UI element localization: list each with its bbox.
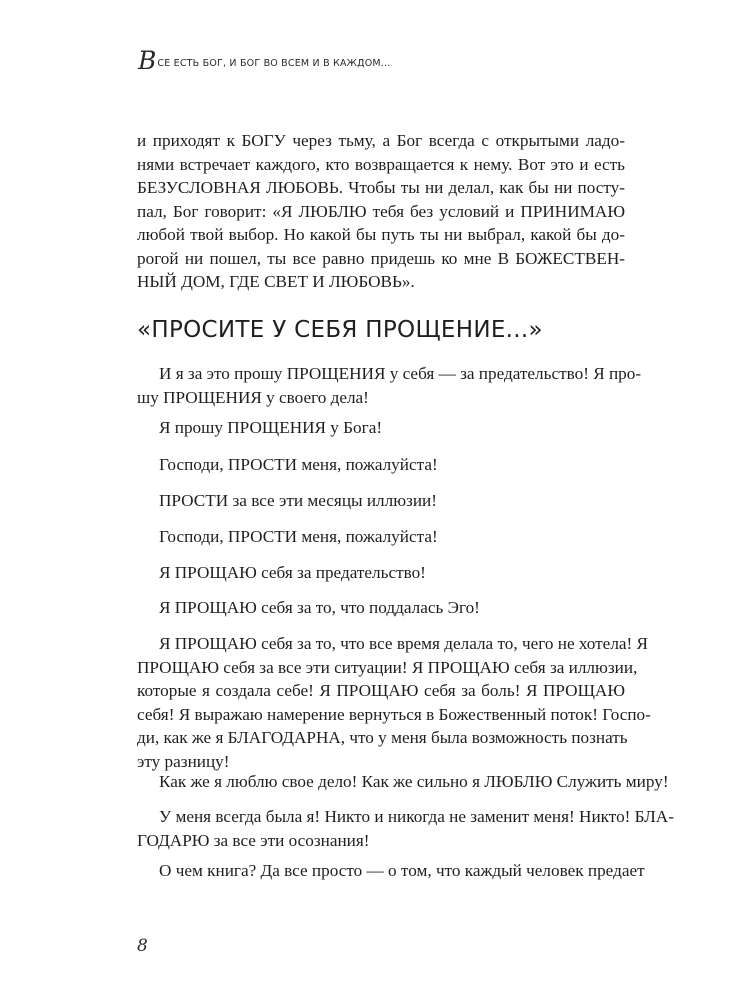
text-line: шу ПРОЩЕНИЯ у своего дела! [137, 387, 369, 407]
page-number: 8 [137, 936, 148, 956]
text-line: У меня всегда была я! Никто и никогда не заменит меня! Никто! БЛА- [159, 807, 674, 826]
text-line: эту разницу! [137, 751, 230, 771]
paragraph [137, 362, 642, 409]
text-line: пал, Бог говорит: «Я ЛЮБЛЮ тебя без условий и ПРИНИМАЮ [137, 201, 625, 221]
paragraph [137, 596, 625, 620]
text-line: которые я создала себе! Я ПРОЩАЮ себя за боль! Я ПРОЩАЮ [137, 681, 625, 700]
text-line: О чем книга? Да все просто — о том, что каждый человек предает [159, 861, 645, 880]
top-paragraph [137, 129, 625, 294]
running-head-text: СЕ ЕСТЬ БОГ, И БОГ ВО ВСЕМ И В КАЖДОМ... [157, 58, 391, 69]
paragraph [137, 859, 645, 883]
text-line: ГОДАРЮ за все эти осознания! [137, 830, 370, 850]
text-line: Я ПРОЩАЮ себя за то, что поддалась Эго! [159, 598, 480, 617]
text-line: ди, как же я БЛАГОДАРНА, что у меня была возможность познать [137, 728, 628, 747]
running-head [138, 48, 390, 73]
paragraph [137, 770, 669, 794]
text-line: ПРОЩАЮ себя за все эти ситуации! Я ПРОЩАЮ себя за иллюзии, [137, 657, 638, 677]
text-line: нями встречает каждого, кто возвращается к нему. Вот это и есть [137, 154, 625, 174]
paragraph [137, 632, 651, 773]
paragraph [137, 489, 625, 513]
text-line: Как же я люблю свое дело! Как же сильно я ЛЮБЛЮ Служить миру! [159, 772, 669, 791]
text-line: любой твой выбор. Но какой бы путь ты ни выбрал, какой бы до- [137, 225, 625, 244]
text-line: Я ПРОЩАЮ себя за предательство! [159, 563, 426, 582]
chapter-title: «ПРОСИТЕ У СЕБЯ ПРОЩЕНИЕ...» [137, 317, 543, 343]
text-line: себя! Я выражаю намерение вернуться в Божественный поток! Госпо- [137, 704, 651, 724]
text-line: Я прошу ПРОЩЕНИЯ у Бога! [159, 418, 383, 437]
text-line: БЕЗУСЛОВНАЯ ЛЮБОВЬ. Чтобы ты ни делал, как бы ни посту- [137, 178, 625, 197]
text-line: Господи, ПРОСТИ меня, пожалуйста! [159, 527, 438, 546]
paragraph [137, 453, 625, 477]
text-line: рогой ни пошел, ты все равно придешь ко мне В БОЖЕСТВЕН- [137, 248, 625, 268]
text-line: и приходят к БОГУ через тьму, а Бог всегда с открытыми ладо- [137, 131, 625, 150]
paragraph [137, 561, 625, 585]
text-line: И я за это прошу ПРОЩЕНИЯ у себя — за предательство! Я про- [159, 364, 642, 383]
text-line: ПРОСТИ за все эти месяцы иллюзии! [159, 491, 437, 510]
text-line: НЫЙ ДОМ, ГДЕ СВЕТ И ЛЮБОВЬ». [137, 272, 415, 291]
running-head-initial: В [138, 46, 157, 75]
paragraph [137, 416, 625, 440]
text-line: Я ПРОЩАЮ себя за то, что все время делала то, чего не хотела! Я [159, 634, 649, 653]
text-line: Господи, ПРОСТИ меня, пожалуйста! [159, 455, 438, 474]
paragraph [137, 805, 674, 852]
paragraph [137, 525, 625, 549]
